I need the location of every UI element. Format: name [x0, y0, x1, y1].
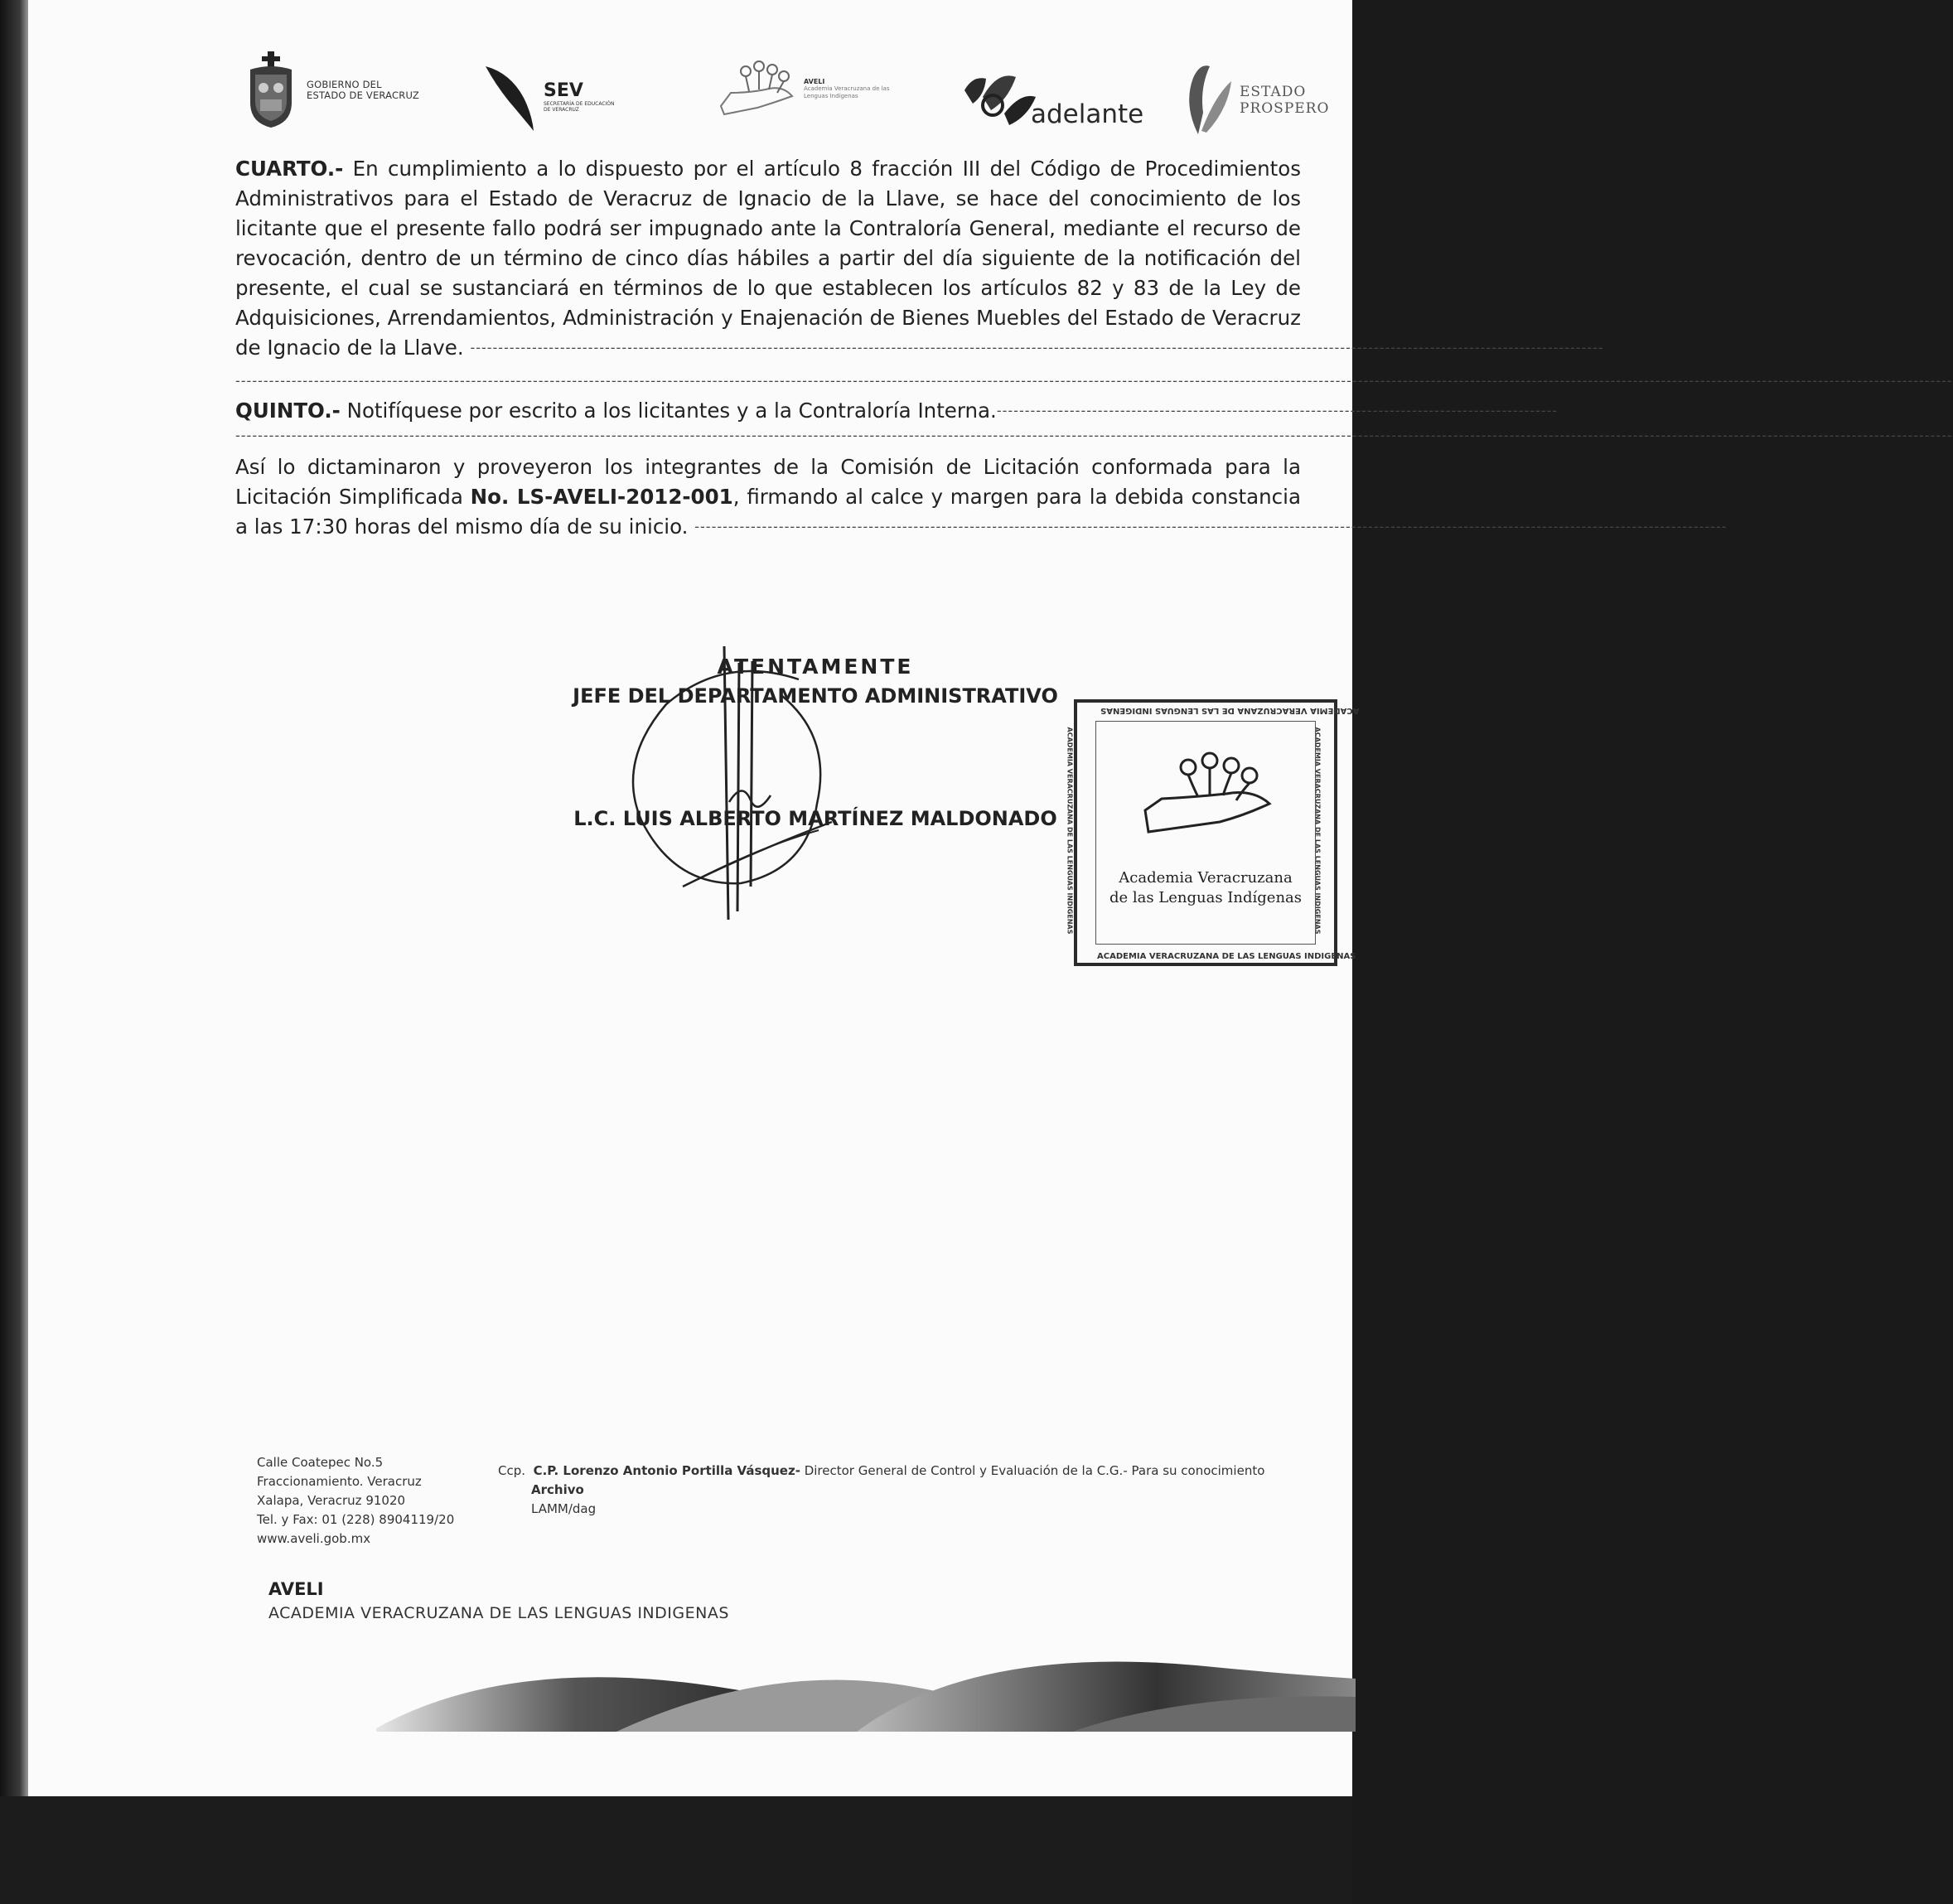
address-line: Fraccionamiento. Veracruz: [257, 1474, 422, 1489]
tender-number: No. LS-AVELI-2012-001: [470, 485, 733, 509]
closing-text-2: , firmando al calce y margen para la debida constancia a las 17:30 horas del mismo día de su inicio.: [235, 485, 1301, 539]
gobierno-veracruz-logo: [245, 51, 419, 129]
official-stamp: [1066, 699, 1360, 966]
stamp-ring-bottom: ACADEMIA VERACRUZANA DE LAS LENGUAS INDIGENAS: [1097, 952, 1356, 961]
brand-subtitle: ACADEMIA VERACRUZANA DE LAS LENGUAS INDIGENAS: [268, 1604, 729, 1622]
brand-title: AVELI: [268, 1579, 324, 1599]
sev-line1: SECRETARÍA DE EDUCACIÓN: [544, 100, 615, 107]
adelante-logo: [961, 66, 1143, 129]
footer-wave-graphic: [343, 1645, 1356, 1737]
estado-prospero-logo: [1182, 63, 1329, 138]
ccp-name: C.P. Lorenzo Antonio Portilla Vásquez-: [533, 1463, 800, 1478]
aveli-header-logo: [716, 60, 890, 118]
dash-fill: ----------------------------------------------------------------------------------------------------------------------------------------------------------------------------------------: [694, 519, 1728, 534]
stamp-ring-right: ACADEMIA VERACRUZANA DE LAS LENGUAS INDIGENAS: [1313, 727, 1322, 935]
stamp-line1: Academia Veracruzana: [1119, 869, 1293, 887]
coat-of-arms-icon: [245, 51, 297, 129]
gobierno-line1: GOBIERNO DEL: [307, 79, 382, 90]
ccp-label: Ccp.: [498, 1463, 526, 1478]
cuarto-text: En cumplimiento a lo dispuesto por el artículo 8 fracción III del Código de Procedimientos Administrativos para el Estado de Veracruz de Ignacio de la Llave, se hace del conocimiento de los licitante que el presente fallo podrá ser impugnado ante la Contraloría General, mediante el recurso de revocación, dentro de un término de cinco días hábiles a partir del día siguiente de la notificación del presente, el cual se sustanciará en términos de lo que establecen los artículos 82 y 83 de la Ley de Adquisiciones, Arrendamientos, Administración y Enajenación de Bienes Muebles del Estado de Veracruz de Ignacio de la Llave.: [235, 157, 1301, 360]
closing-text-1: Así lo dictaminaron y proveyeron los integrantes de la Comisión de Licitación conformada para la Licitación Simplificada: [235, 455, 1301, 509]
dash-fill: ----------------------------------------------------------------------------------------------------: [996, 403, 1559, 418]
ccp-archivo: Archivo: [531, 1482, 584, 1497]
ccp-initials: LAMM/dag: [531, 1501, 597, 1516]
dash-fill: ----------------------------------------------------------------------------------------------------------------------------------------------------------------------------------------------------------: [470, 340, 1604, 355]
quinto-label: QUINTO.-: [235, 399, 341, 423]
scan-bottom-band: [0, 1796, 1352, 1904]
sev-mark-icon: [486, 61, 539, 131]
estado-line2: PROSPERO: [1240, 100, 1330, 117]
footer-address: [257, 1453, 454, 1549]
signer-position: JEFE DEL DEPARTAMENTO ADMINISTRATIVO: [573, 684, 1058, 708]
document-body: [235, 154, 1953, 542]
aveli-header-line2: Lenguas Indígenas: [804, 92, 858, 99]
address-line: Tel. y Fax: 01 (228) 8904119/20: [257, 1512, 455, 1527]
dash-rule: ------------------------------------------------------------------------------------------------------------------------------------------------------------------------------------------------------------------------------------------------------------------------------------------------------------------: [235, 373, 1953, 389]
hand-figures-icon: [716, 60, 799, 118]
handwritten-signature-icon: [600, 638, 848, 928]
sev-line2: DE VERACRUZ: [544, 106, 579, 113]
gobierno-line2: ESTADO DE VERACRUZ: [307, 89, 419, 101]
website-link[interactable]: www.aveli.gob.mx: [257, 1531, 371, 1546]
cuarto-paragraph: [235, 154, 1604, 363]
aveli-header-line1: Academia Veracruzana de las: [804, 85, 890, 92]
aveli-footer-brand: [268, 1579, 729, 1622]
quinto-text: Notifíquese por escrito a los licitantes y a la Contraloría Interna.: [340, 399, 997, 423]
address-line: Calle Coatepec No.5: [257, 1455, 384, 1470]
sev-logo: [486, 61, 614, 131]
document-page: [28, 0, 1953, 1796]
closing-paragraph: [235, 452, 1728, 542]
stamp-line2: de las Lenguas Indígenas: [1109, 889, 1303, 906]
ccp-rest: Director General de Control y Evaluación de la C.G.- Para su conocimiento: [800, 1463, 1265, 1478]
carbon-copy-block: [498, 1462, 1264, 1519]
atentamente: ATENTAMENTE: [717, 655, 914, 679]
address-line: Xalapa, Veracruz 91020: [257, 1493, 406, 1508]
signer-name: L.C. LUIS ALBERTO MARTÍNEZ MALDONADO: [573, 807, 1057, 830]
ccp-line: [498, 1462, 1264, 1481]
scan-left-shadow: [0, 0, 28, 1796]
leaf-icon: [1182, 63, 1233, 138]
adelante-figures-icon: [961, 67, 1037, 128]
stamp-ring-left: ACADEMIA VERACRUZANA DE LAS LENGUAS INDIGENAS: [1066, 727, 1074, 935]
aveli-header-title: AVELI: [804, 77, 825, 85]
dash-rule: ------------------------------------------------------------------------------------------------------------------------------------------------------------------------------------------------------------------------------------------------------------------------------------------------------------------: [235, 428, 1953, 443]
aveli-hand-icon: [1137, 752, 1278, 843]
estado-line1: ESTADO: [1240, 84, 1307, 100]
sev-title: SEV: [544, 80, 583, 101]
stamp-ring-top: ACADEMIA VERACRUZANA DE LAS LENGUAS INDIGENAS: [1100, 706, 1360, 715]
cuarto-label: CUARTO.-: [235, 157, 344, 181]
adelante-word: adelante: [1031, 99, 1144, 129]
